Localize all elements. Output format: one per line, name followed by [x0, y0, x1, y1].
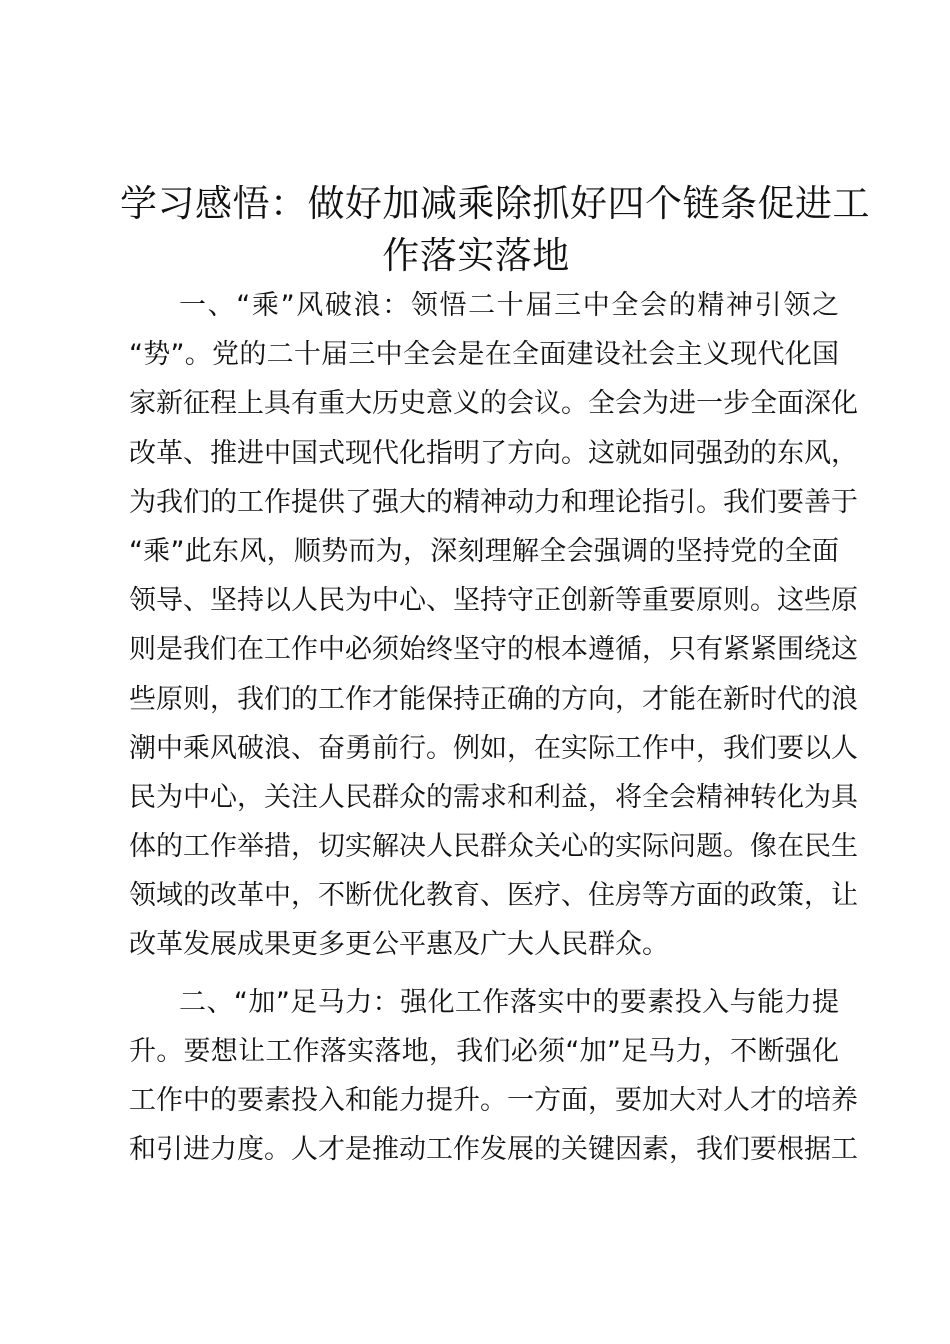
paragraph-line: 家新征程上具有重大历史意义的会议。全会为进一步全面深化	[129, 388, 858, 420]
paragraph-line: 工作中的要素投入和能力提升。一方面，要加大对人才的培养	[129, 1085, 858, 1116]
document-body	[129, 281, 858, 1174]
paragraph-line: 和引进力度。人才是推动工作发展的关键因素，我们要根据工	[129, 1134, 858, 1166]
paragraph-line: 一、“乘”风破浪：领悟二十届三中全会的精神引领之	[179, 290, 839, 321]
paragraph-line: “乘”此东风，顺势而为，深刻理解全会强调的坚持党的全面	[129, 535, 839, 567]
paragraph-line: 二、“加”足马力：强化工作落实中的要素投入与能力提	[179, 986, 839, 1018]
paragraph-line: 升。要想让工作落实落地，我们必须“加”足马力，不断强化	[129, 1035, 839, 1067]
paragraph-line: 体的工作举措，切实解决人民群众关心的实际问题。像在民生	[129, 831, 858, 863]
paragraph-line: 为我们的工作提供了强大的精神动力和理论指引。我们要善于	[129, 486, 858, 518]
paragraph-1	[129, 281, 858, 970]
title-line: 学习感悟：做好加减乘除抓好四个链条促进工	[120, 182, 870, 225]
paragraph-line: 则是我们在工作中必须始终坚守的根本遵循，只有紧紧围绕这	[129, 634, 858, 666]
document-title	[120, 178, 870, 282]
paragraph-line: 改革发展成果更多更公平惠及广大人民群众。	[129, 929, 669, 961]
paragraph-line: 改革、推进中国式现代化指明了方向。这就如同强劲的东风，	[129, 437, 858, 469]
paragraph-line: 领域的改革中，不断优化教育、医疗、住房等方面的政策，让	[129, 880, 858, 912]
paragraph-line: 潮中乘风破浪、奋勇前行。例如，在实际工作中，我们要以人	[129, 732, 858, 764]
paragraph-line: 民为中心，关注人民群众的需求和利益，将全会精神转化为具	[129, 781, 858, 813]
paragraph-2	[129, 978, 858, 1175]
paragraph-line: “势”。党的二十届三中全会是在全面建设社会主义现代化国	[129, 339, 839, 371]
paragraph-line: 些原则，我们的工作才能保持正确的方向，才能在新时代的浪	[129, 683, 858, 715]
paragraph-line: 领导、坚持以人民为中心、坚持守正创新等重要原则。这些原	[129, 585, 858, 617]
title-line: 作落实落地	[382, 234, 570, 277]
